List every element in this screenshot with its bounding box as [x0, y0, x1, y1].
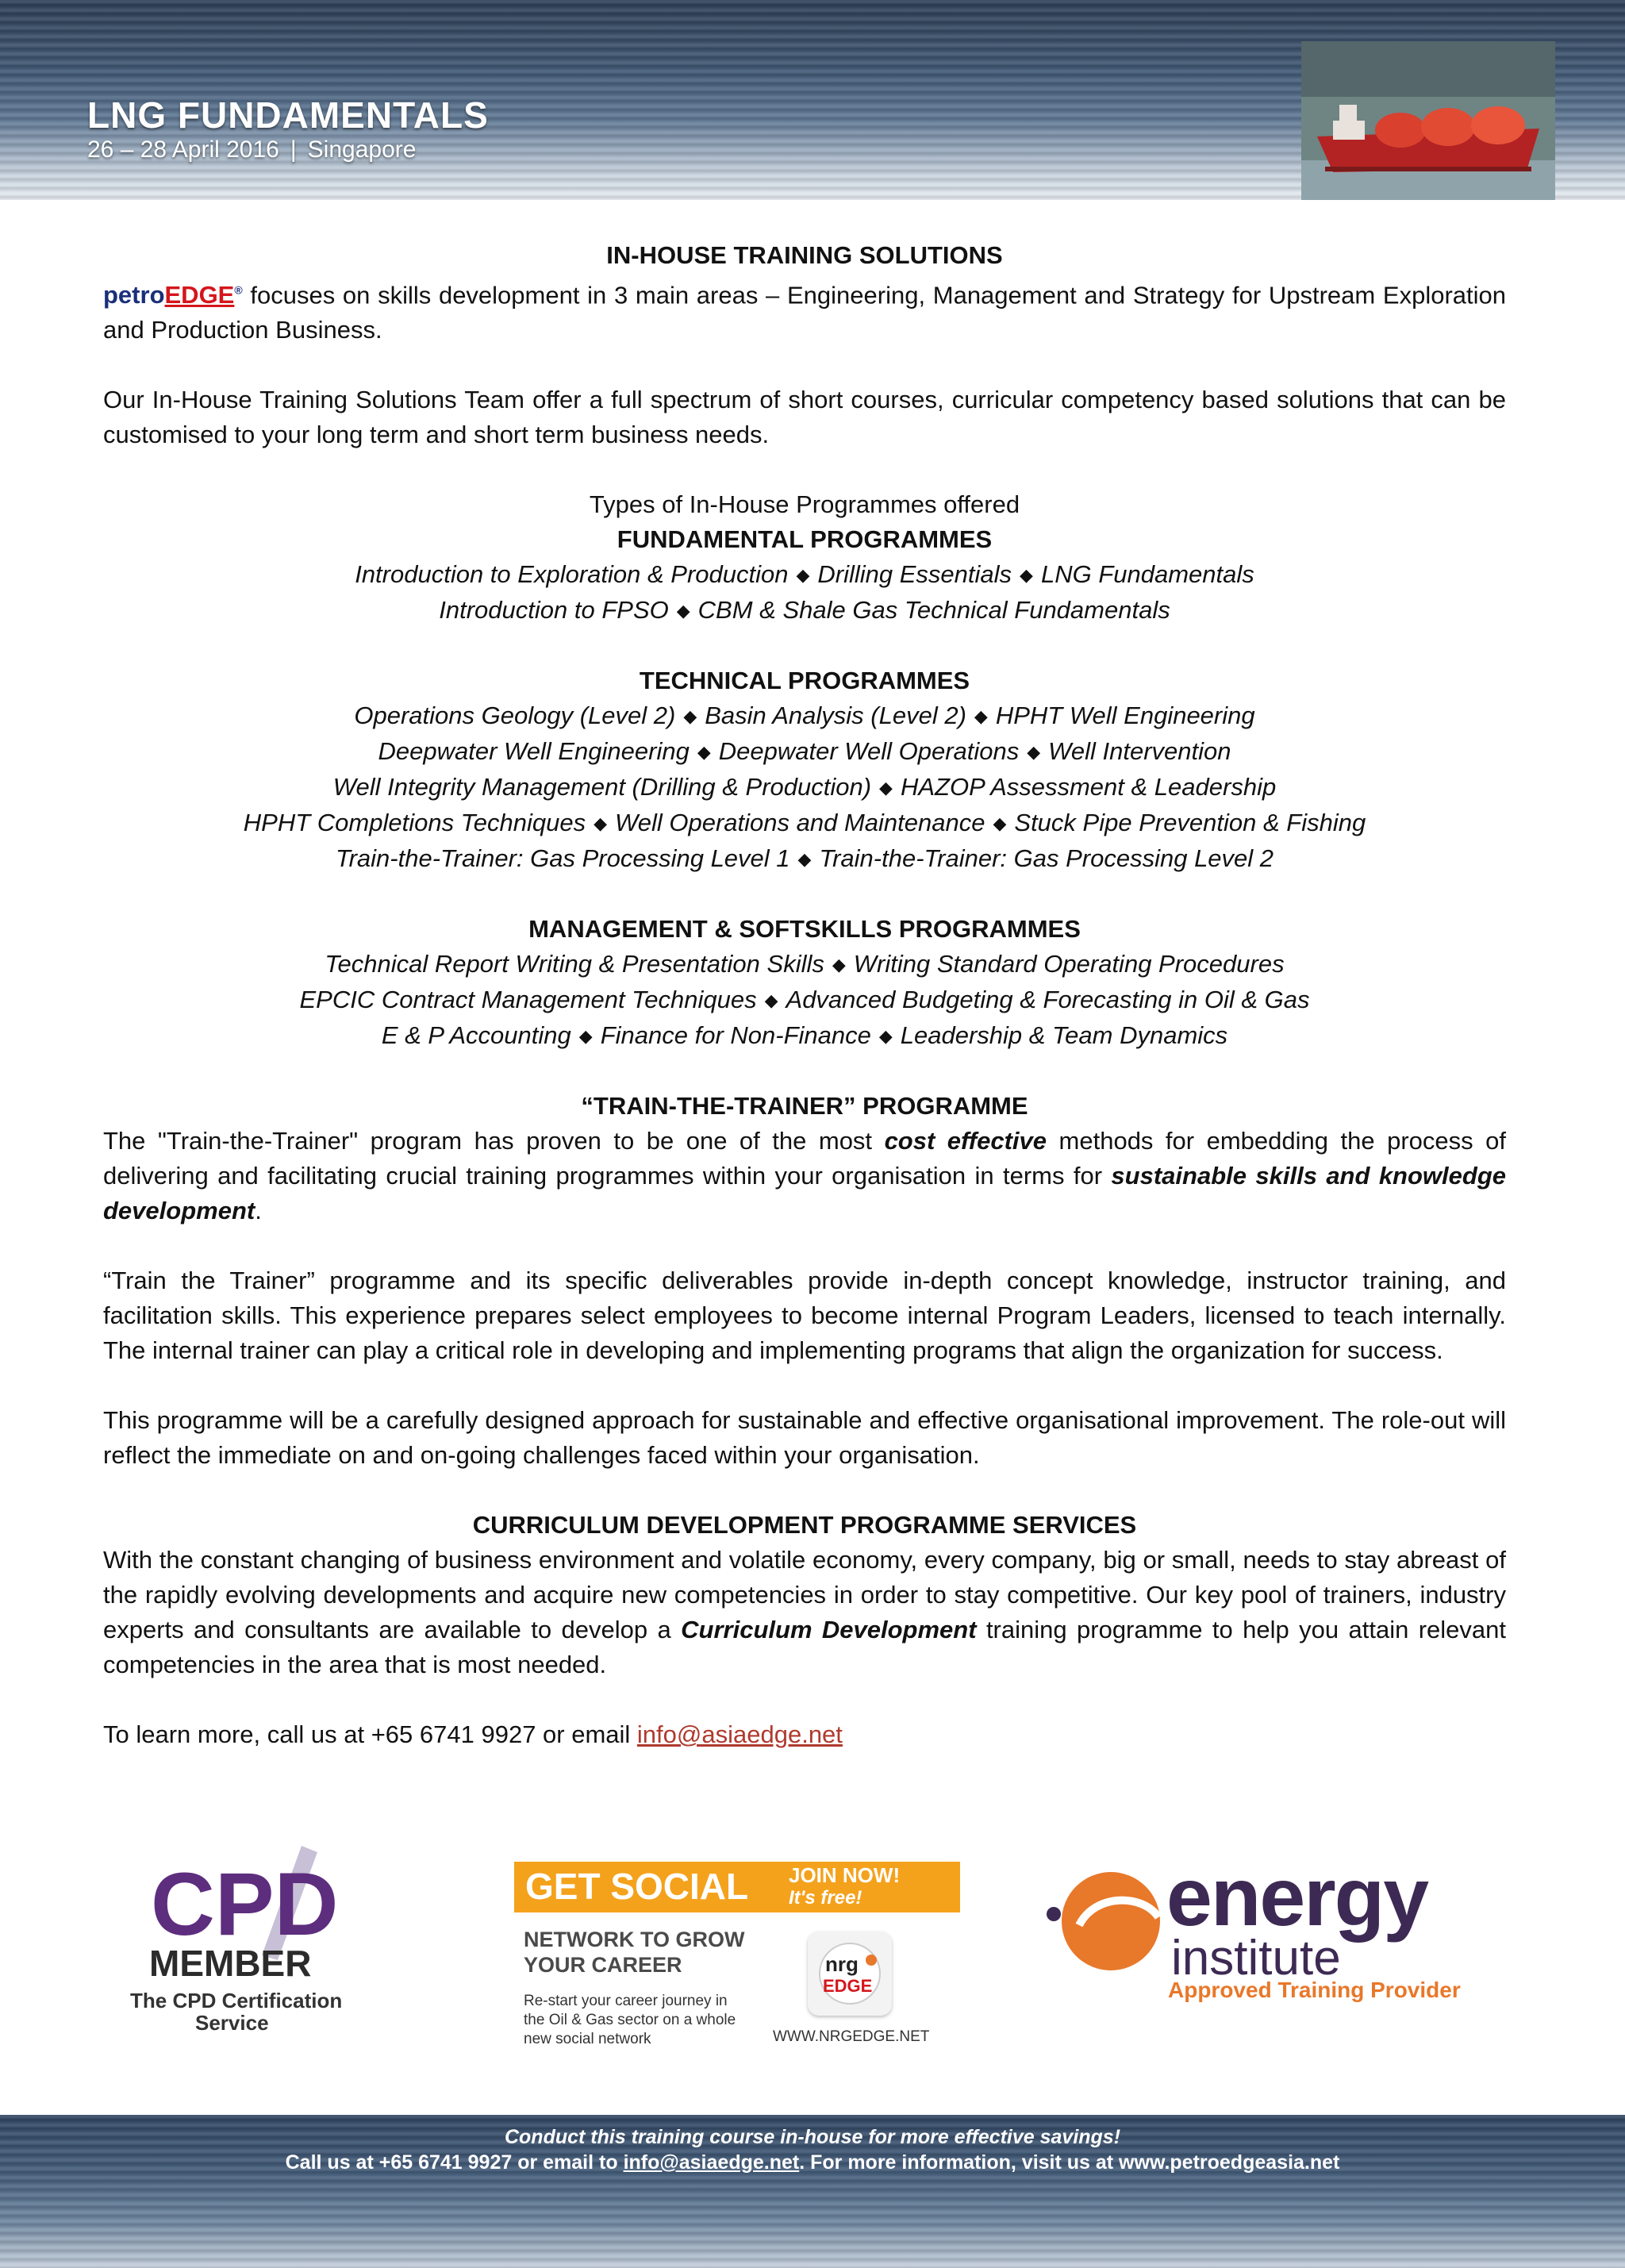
curriculum-text-a: With the constant changing of business environment and volatile economy, every company, big or small, needs to stay abreast of the rapidly evolving developments and acquire new competencies in order to stay competitive. Our key pool of trainers, industry experts and consultants are available to develop a [103, 1546, 1506, 1644]
petroedge-logo-text [103, 281, 243, 309]
programme-row [103, 557, 1506, 593]
ei-institute-text: institute [1171, 1931, 1341, 1985]
footer-banner [0, 2115, 1625, 2268]
diamond-bullet-icon: ◆ [879, 778, 893, 798]
cpd-big-text: CPD [151, 1855, 339, 1954]
curriculum-text-c: training programme to help you attain relevant competencies in the area that is most needed. [103, 1616, 1507, 1679]
network-text [524, 1927, 744, 1978]
diamond-bullet-icon: ◆ [878, 1026, 893, 1047]
intro-text: focuses on skills development in 3 main areas – Engineering, Management and Strategy for Upstream Exploration and Production Business. [103, 281, 1506, 344]
management-heading: MANAGEMENT & SOFTSKILLS PROGRAMMES [528, 915, 1081, 944]
ttt-text-e: . [255, 1197, 262, 1225]
nrgedge-icon [808, 1932, 892, 2016]
programme-row [103, 593, 1506, 629]
programme-item: Deepwater Well Operations [718, 737, 1020, 766]
footer-visit-text: . For more information, visit us at www.petroedgeasia.net [799, 2151, 1340, 2174]
footer-call-text: Call us at +65 6741 9927 or email to [285, 2151, 624, 2174]
brand-edge: EDGE [164, 281, 235, 309]
cpd-member-logo [119, 1841, 357, 2063]
programme-item: HPHT Completions Techniques [243, 809, 586, 837]
curriculum-paragraph [103, 1543, 1506, 1682]
nrg-edge-text: EDGE [823, 1976, 873, 1996]
ei-approved-text: Approved Training Provider [1168, 1978, 1461, 2002]
management-list [103, 947, 1506, 1054]
cpd-line-1: The CPD Certification [130, 1989, 343, 2012]
network-line-1: NETWORK TO GROW [524, 1928, 745, 1951]
programme-item: Introduction to Exploration & Production [355, 560, 789, 589]
footer-contact [0, 2151, 1625, 2174]
programme-item: Well Operations and Maintenance [615, 809, 985, 837]
diamond-bullet-icon: ◆ [1020, 565, 1033, 586]
get-social-banner[interactable] [514, 1862, 976, 2062]
programme-item: Deepwater Well Engineering [378, 737, 690, 766]
its-free-text: It's free! [789, 1887, 862, 1909]
energy-institute-logo [1031, 1851, 1508, 2052]
course-location: Singapore [307, 136, 417, 163]
diamond-bullet-icon: ◆ [832, 955, 846, 975]
ttt-heading: “TRAIN-THE-TRAINER” PROGRAMME [581, 1092, 1028, 1121]
fundamental-heading: FUNDAMENTAL PROGRAMMES [617, 525, 993, 554]
ttt-paragraph-3: This programme will be a carefully designed approach for sustainable and effective organisational improvement. The role-out will reflect the immediate on and on-going challenges faced within your organisation. [103, 1406, 1506, 1470]
programme-item: Writing Standard Operating Procedures [853, 950, 1285, 978]
desc-line-3: new social network [524, 2031, 651, 2047]
programme-row [103, 770, 1506, 805]
nrg-text: nrg [825, 1952, 859, 1976]
diamond-bullet-icon: ◆ [1027, 742, 1041, 763]
programme-item: Leadership & Team Dynamics [900, 1021, 1228, 1050]
programme-item: Drilling Essentials [817, 560, 1012, 589]
contact-text: To learn more, call us at +65 6741 9927 or email [103, 1720, 637, 1749]
programme-row [103, 841, 1506, 877]
course-title: LNG FUNDAMENTALS [87, 94, 489, 136]
programme-item: HAZOP Assessment & Leadership [900, 773, 1277, 801]
intro-paragraph-1 [103, 273, 1506, 348]
diamond-bullet-icon: ◆ [974, 706, 988, 727]
ei-energy-text: energy [1166, 1851, 1428, 1943]
diamond-bullet-icon: ◆ [764, 990, 778, 1011]
get-social-header [514, 1862, 960, 1912]
brand-petro: petro [103, 281, 165, 309]
network-line-2: YOUR CAREER [524, 1953, 682, 1977]
ttt-emphasis-cost: cost effective [884, 1127, 1047, 1155]
contact-email-link[interactable]: info@asiaedge.net [636, 1720, 843, 1749]
diamond-bullet-icon: ◆ [697, 742, 711, 763]
course-dates: 26 – 28 April 2016 [87, 136, 279, 163]
footer-email-link[interactable]: info@asiaedge.net [623, 2151, 800, 2174]
join-now-text: JOIN NOW! [789, 1863, 901, 1887]
programme-row [103, 947, 1506, 982]
diamond-bullet-icon: ◆ [578, 1026, 593, 1047]
programme-item: Technical Report Writing & Presentation Skills [325, 950, 824, 978]
technical-list [103, 698, 1506, 877]
programme-item: Well Integrity Management (Drilling & Production) [332, 773, 872, 801]
programme-item: Finance for Non-Finance [600, 1021, 871, 1050]
programme-row [103, 982, 1506, 1018]
nrgedge-url: WWW.NRGEDGE.NET [773, 2028, 930, 2045]
footer-tagline: Conduct this training course in-house for more effective savings! [504, 2126, 1121, 2148]
cpd-member-text: MEMBER [149, 1943, 312, 1984]
ttt-emphasis-skills: sustainable skills and knowledge development [103, 1162, 1507, 1225]
programme-row [103, 805, 1506, 841]
diamond-bullet-icon: ◆ [683, 706, 697, 727]
ttt-text-c: methods for embedding the process of delivering and facilitating crucial training programmes within your organisation in terms for [103, 1127, 1506, 1190]
diamond-bullet-icon: ◆ [993, 813, 1007, 834]
programme-item: Operations Geology (Level 2) [354, 702, 676, 730]
technical-heading: TECHNICAL PROGRAMMES [639, 667, 970, 695]
types-label: Types of In-House Programmes offered [589, 490, 1020, 519]
fundamental-list [103, 557, 1506, 629]
programme-row [103, 1018, 1506, 1054]
inhouse-heading: IN-HOUSE TRAINING SOLUTIONS [606, 241, 1003, 269]
curriculum-heading: CURRICULUM DEVELOPMENT PROGRAMME SERVICES [472, 1511, 1137, 1540]
ttt-paragraph-2: “Train the Trainer” programme and its specific deliverables provide in-depth concept knowledge, instructor training, and facilitation skills. This experience prepares select employees to become internal Program Leaders, licensed to teach internally. The internal trainer can play a critical role in developing and implementing programs that align the organization for success. [103, 1267, 1506, 1365]
get-social-title: GET SOCIAL [525, 1866, 749, 1907]
programme-row [103, 734, 1506, 770]
programme-item: EPCIC Contract Management Techniques [299, 986, 757, 1014]
programme-item: Introduction to FPSO [439, 596, 669, 625]
programme-item: Stuck Pipe Prevention & Fishing [1014, 809, 1366, 837]
separator: | [290, 136, 297, 163]
desc-line-2: the Oil & Gas sector on a whole [524, 2012, 736, 2028]
lng-ship-photo [1301, 41, 1555, 200]
programme-item: LNG Fundamentals [1040, 560, 1254, 589]
brand-reg: ® [234, 284, 243, 297]
programme-item: Well Intervention [1048, 737, 1231, 766]
programme-item: Advanced Budgeting & Forecasting in Oil & Gas [786, 986, 1310, 1014]
programme-item: Train-the-Trainer: Gas Processing Level 2 [819, 844, 1274, 873]
cpd-line-2: Service [195, 2011, 269, 2035]
ttt-paragraph-1 [103, 1124, 1506, 1228]
ei-swirl-icon [1031, 1862, 1166, 1981]
programme-item: E & P Accounting [381, 1021, 571, 1050]
contact-line [103, 1717, 1506, 1752]
course-dates-location [87, 136, 416, 163]
desc-line-1: Re-start your career journey in [524, 1993, 728, 2009]
main-content [103, 238, 1506, 1752]
header-banner [0, 0, 1625, 200]
diamond-bullet-icon: ◆ [796, 565, 810, 586]
diamond-bullet-icon: ◆ [797, 849, 812, 870]
programme-item: HPHT Well Engineering [995, 702, 1255, 730]
programme-item: Basin Analysis (Level 2) [705, 702, 966, 730]
curriculum-emphasis: Curriculum Development [681, 1616, 977, 1644]
ttt-text-a: The "Train-the-Trainer" program has proven to be one of the most [103, 1127, 885, 1155]
social-description [524, 1992, 736, 2049]
diamond-bullet-icon: ◆ [676, 601, 690, 621]
programme-item: CBM & Shale Gas Technical Fundamentals [697, 596, 1170, 625]
intro-paragraph-2: Our In-House Training Solutions Team offer a full spectrum of short courses, curricular competency based solutions that can be customised to your long term and short term business needs. [103, 386, 1506, 449]
programme-item: Train-the-Trainer: Gas Processing Level 1 [335, 844, 790, 873]
diamond-bullet-icon: ◆ [594, 813, 608, 834]
programme-row [103, 698, 1506, 734]
